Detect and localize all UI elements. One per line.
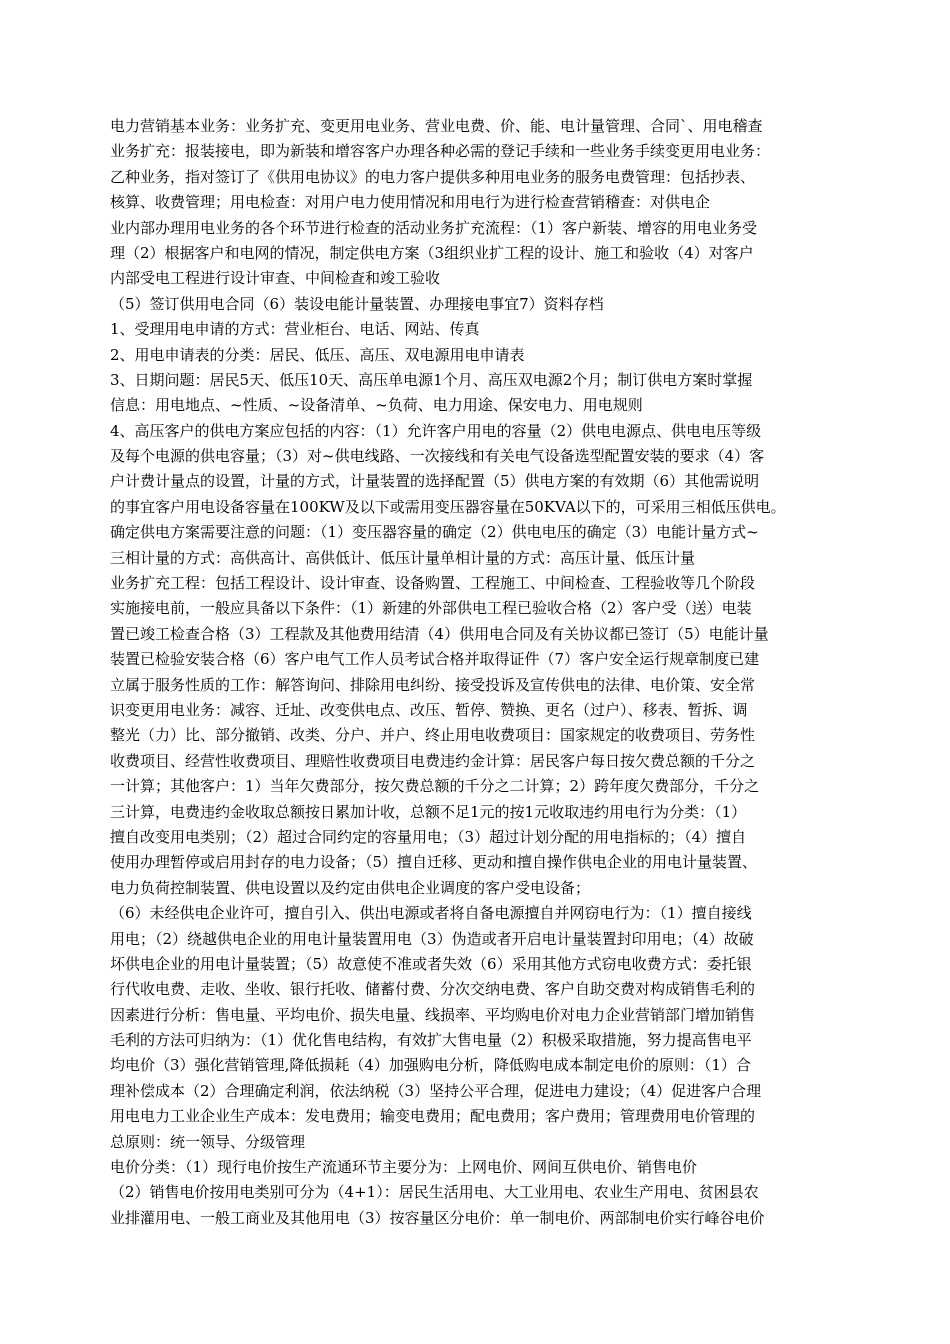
text-line: 理（2）根据客户和电网的情况，制定供电方案（3组织业扩工程的设计、施工和验收（4）对客户 [110,243,754,262]
text-line: 装置已检验安装合格（6）客户电气工作人员考试合格并取得证件（7）客户安全运行规章制度已建 [110,650,760,669]
text-line: 户计费计量点的设置，计量的方式，计量装置的选择配置（5）供电方案的有效期（6）其他需说明 [110,472,760,491]
text-line: 三相计量的方式：高供高计、高供低计、低压计量单相计量的方式：高压计量、低压计量 [110,548,696,567]
text-line: 行代收电费、走收、坐收、银行托收、储蓄付费、分次交纳电费、客户自助交费对构成销售毛利的 [110,980,756,999]
text-line: 均电价（3）强化营销管理,降低损耗（4）加强购电分析，降低购电成本制定电价的原则：（1）合 [110,1056,751,1075]
text-line: （6）未经供电企业许可，擅自引入、供出电源或者将自备电源擅自并网窃电行为：（1）擅自接线 [110,904,752,923]
text-line: 收费项目、经营性收费项目、理赔性收费项目电费违约金计算：居民客户每日按欠费总额的千分之 [110,751,756,770]
text-line: 4、高压客户的供电方案应包括的内容：（1）允许客户用电的容量（2）供电电源点、供电电压等级 [110,421,762,440]
text-line: 一计算；其他客户：1）当年欠费部分，按欠费总额的千分之二计算；2）跨年度欠费部分，千分之 [110,777,760,796]
text-line: 电力负荷控制装置、供电设置以及约定由供电企业调度的客户受电设备； [110,878,591,897]
text-line: 1、受理用电申请的方式：营业柜台、电话、网站、传真 [110,320,480,339]
text-line: 因素进行分析：售电量、平均电价、损失电量、线损率、平均购电价对电力企业营销部门增加销售 [110,1005,756,1024]
text-line: 电力营销基本业务：业务扩充、变更用电业务、营业电费、价、能、电计量管理、合同`、用电稽查 [110,117,763,135]
text-line: 立属于服务性质的工作：解答询问、排除用电纠纷、接受投诉及宣传供电的法律、电价策、安全常 [110,675,756,694]
text-line: 坏供电企业的用电计量装置；（5）故意使不准或者失效（6）采用其他方式窃电收费方式：委托银 [110,954,752,973]
document-body [110,114,850,1231]
text-line: 用电电力工业企业生产成本：发电费用；输变电费用；配电费用；客户费用；管理费用电价管理的 [110,1107,756,1126]
text-line: 业排灌用电、一般工商业及其他用电（3）按容量区分电价：单一制电价、两部制电价实行峰谷电价 [110,1208,765,1227]
text-line: 置已竣工检查合格（3）工程款及其他费用结清（4）供用电合同及有关协议都已签订（5）电能计量 [110,624,769,643]
text-line: 业内部办理用电业务的各个环节进行检查的活动业务扩充流程：（1）客户新装、增容的用电业务受 [110,218,758,237]
text-line: 核算、收费管理；用电检查：对用户电力使用情况和用电行为进行检查营销稽查：对供电企 [110,193,711,212]
text-line: 业务扩充：报装接电，即为新装和增容客户办理各种必需的登记手续和一些业务手续变更用电业务： [110,142,771,161]
text-line: 总原则：统一领导、分级管理 [110,1132,306,1151]
text-line: 实施接电前，一般应具备以下条件：（1）新建的外部供电工程已验收合格（2）客户受（送）电装 [110,599,752,618]
text-line: 2、用电申请表的分类：居民、低压、高压、双电源用电申请表 [110,345,525,364]
text-line: 使用办理暂停或启用封存的电力设备；（5）擅自迁移、更动和擅自操作供电企业的用电计量装置、 [110,853,758,872]
text-line: 电价分类：（1）现行电价按生产流通环节主要分为：上网电价、网间互供电价、销售电价 [110,1158,698,1177]
text-line: 确定供电方案需要注意的问题：（1）变压器容量的确定（2）供电电压的确定（3）电能计量方式~ [110,523,759,542]
text-line: 毛利的方法可归纳为：（1）优化售电结构，有效扩大售电量（2）积极采取措施，努力提高售电平 [110,1031,752,1050]
text-line: 业务扩充工程：包括工程设计、设计审查、设备购置、工程施工、中间检查、工程验收等几个阶段 [110,574,756,593]
text-line: 3、日期问题：居民5天、低压10天、高压单电源1个月、高压双电源2个月；制订供电方案时掌握 [110,370,753,389]
text-line: 三计算，电费违约金收取总额按日累加计收，总额不足1元的按1元收取违约用电行为分类：（1） [110,802,747,821]
text-line: 乙种业务，指对签订了《供用电协议》的电力客户提供多种用电业务的服务电费管理：包括抄表、 [110,167,756,186]
text-line: 用电；（2）绕越供电企业的用电计量装置用电（3）伪造或者开启电计量装置封印用电；（4）故破 [110,929,754,948]
text-line: 理补偿成本（2）合理确定利润，依法纳税（3）坚持公平合理，促进电力建设；（4）促进客户合理 [110,1081,762,1100]
text-line: 整光（力）比、部分撤销、改类、分户、并户、终止用电收费项目：国家规定的收费项目、劳务性 [110,726,756,745]
text-line: 信息：用电地点、~性质、~设备清单、~负荷、电力用途、保安电力、用电规则 [110,396,643,415]
text-line: 识变更用电业务：减容、迁址、改变供电点、改压、暂停、赞换、更名（过户）、移表、暂拆、调 [110,700,748,719]
text-line: 内部受电工程进行设计审查、中间检查和竣工验收 [110,269,441,288]
text-line: 及每个电源的供电容量；（3）对~供电线路、一次接线和有关电气设备选型配置安装的要求（4）客 [110,447,765,466]
text-line: （2）销售电价按用电类别可分为（4+1）：居民生活用电、大工业用电、农业生产用电、贫困县农 [110,1183,759,1202]
text-line: （5）签订供用电合同（6）装设电能计量装置、办理接电事宜7）资料存档 [110,294,604,313]
text-line: 的事宜客户用电设备容量在100KW及以下或需用变压器容量在50KVA以下的，可采用三相低压供电。 [110,497,786,516]
text-line: 擅自改变用电类别；（2）超过合同约定的容量用电；（3）超过计划分配的用电指标的；（4）擅自 [110,827,747,846]
